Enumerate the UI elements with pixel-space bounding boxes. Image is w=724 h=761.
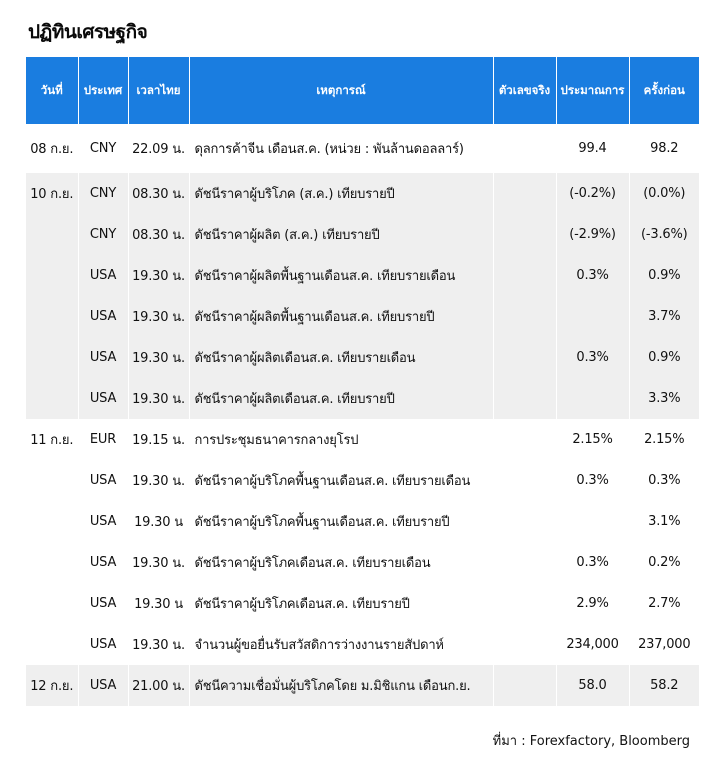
cell-time: 19.30 น. bbox=[128, 296, 189, 337]
cell-date bbox=[26, 214, 78, 255]
cell-time: 19.30 น. bbox=[128, 460, 189, 501]
cell-previous: 3.1% bbox=[629, 501, 699, 542]
cell-forecast: 0.3% bbox=[556, 542, 629, 583]
table-row bbox=[26, 583, 699, 624]
cell-country: USA bbox=[78, 296, 128, 337]
header-forecast: ประมาณการ bbox=[556, 57, 629, 124]
cell-date bbox=[26, 501, 78, 542]
cell-previous: 3.3% bbox=[629, 378, 699, 419]
cell-previous: 2.7% bbox=[629, 583, 699, 624]
cell-date bbox=[26, 542, 78, 583]
cell-event: ดุลการค้าจีน เดือนส.ค. (หน่วย : พันล้านดอลลาร์) bbox=[189, 128, 493, 169]
cell-date bbox=[26, 583, 78, 624]
cell-country: CNY bbox=[78, 128, 128, 169]
cell-previous: 98.2 bbox=[629, 128, 699, 169]
cell-date bbox=[26, 337, 78, 378]
cell-forecast: 2.15% bbox=[556, 419, 629, 460]
cell-actual bbox=[493, 378, 556, 419]
table-row bbox=[26, 296, 699, 337]
cell-actual bbox=[493, 337, 556, 378]
cell-forecast: 0.3% bbox=[556, 337, 629, 378]
cell-time: 08.30 น. bbox=[128, 173, 189, 214]
cell-previous: 0.2% bbox=[629, 542, 699, 583]
cell-forecast: 0.3% bbox=[556, 460, 629, 501]
cell-event: ดัชนีราคาผู้ผลิตพื้นฐานเดือนส.ค. เทียบรายปี bbox=[189, 296, 493, 337]
cell-country: USA bbox=[78, 501, 128, 542]
cell-actual bbox=[493, 460, 556, 501]
cell-country: USA bbox=[78, 624, 128, 665]
cell-actual bbox=[493, 128, 556, 169]
cell-date bbox=[26, 296, 78, 337]
cell-forecast bbox=[556, 378, 629, 419]
cell-country: USA bbox=[78, 460, 128, 501]
cell-time: 19.30 น. bbox=[128, 337, 189, 378]
cell-actual bbox=[493, 419, 556, 460]
table-row bbox=[26, 665, 699, 706]
cell-date bbox=[26, 255, 78, 296]
cell-previous: 2.15% bbox=[629, 419, 699, 460]
cell-country: EUR bbox=[78, 419, 128, 460]
cell-forecast: (-0.2%) bbox=[556, 173, 629, 214]
cell-previous: (0.0%) bbox=[629, 173, 699, 214]
cell-time: 22.09 น. bbox=[128, 128, 189, 169]
cell-country: USA bbox=[78, 255, 128, 296]
cell-event: จำนวนผู้ขอยื่นรับสวัสดิการว่างงานรายสัปดาห์ bbox=[189, 624, 493, 665]
cell-country: CNY bbox=[78, 214, 128, 255]
cell-date bbox=[26, 460, 78, 501]
cell-previous: 3.7% bbox=[629, 296, 699, 337]
cell-time: 19.30 น. bbox=[128, 378, 189, 419]
cell-time: 19.30 น. bbox=[128, 255, 189, 296]
table-row bbox=[26, 255, 699, 296]
table-row bbox=[26, 378, 699, 419]
cell-event: ดัชนีความเชื่อมั่นผู้บริโภคโดย ม.มิชิแกน เดือนก.ย. bbox=[189, 665, 493, 706]
cell-country: CNY bbox=[78, 173, 128, 214]
cell-country: USA bbox=[78, 542, 128, 583]
table-row bbox=[26, 128, 699, 169]
cell-forecast bbox=[556, 296, 629, 337]
cell-actual bbox=[493, 214, 556, 255]
table-row bbox=[26, 624, 699, 665]
cell-date: 10 ก.ย. bbox=[26, 173, 78, 214]
economic-calendar-table bbox=[26, 57, 699, 706]
cell-event: ดัชนีราคาผู้ผลิต (ส.ค.) เทียบรายปี bbox=[189, 214, 493, 255]
cell-actual bbox=[493, 296, 556, 337]
cell-actual bbox=[493, 583, 556, 624]
header-previous: ครั้งก่อน bbox=[629, 57, 699, 124]
header-event: เหตุการณ์ bbox=[189, 57, 493, 124]
cell-forecast bbox=[556, 501, 629, 542]
cell-forecast: 58.0 bbox=[556, 665, 629, 706]
cell-event: ดัชนีราคาผู้บริโภคพื้นฐานเดือนส.ค. เทียบรายเดือน bbox=[189, 460, 493, 501]
cell-previous: 0.9% bbox=[629, 337, 699, 378]
cell-actual bbox=[493, 255, 556, 296]
cell-time: 19.30 น. bbox=[128, 542, 189, 583]
cell-event: ดัชนีราคาผู้บริโภคเดือนส.ค. เทียบรายเดือน bbox=[189, 542, 493, 583]
cell-event: ดัชนีราคาผู้บริโภค (ส.ค.) เทียบรายปี bbox=[189, 173, 493, 214]
cell-country: USA bbox=[78, 378, 128, 419]
cell-actual bbox=[493, 542, 556, 583]
page-title: ปฏิทินเศรษฐกิจ bbox=[28, 21, 148, 43]
cell-previous: (-3.6%) bbox=[629, 214, 699, 255]
table-header-row bbox=[26, 57, 699, 124]
cell-previous: 58.2 bbox=[629, 665, 699, 706]
table-row bbox=[26, 337, 699, 378]
cell-forecast: (-2.9%) bbox=[556, 214, 629, 255]
cell-date bbox=[26, 624, 78, 665]
cell-previous: 237,000 bbox=[629, 624, 699, 665]
cell-previous: 0.9% bbox=[629, 255, 699, 296]
cell-time: 08.30 น. bbox=[128, 214, 189, 255]
cell-time: 21.00 น. bbox=[128, 665, 189, 706]
cell-forecast: 0.3% bbox=[556, 255, 629, 296]
cell-time: 19.30 น bbox=[128, 501, 189, 542]
header-time: เวลาไทย bbox=[128, 57, 189, 124]
cell-time: 19.15 น. bbox=[128, 419, 189, 460]
table-row bbox=[26, 460, 699, 501]
cell-forecast: 234,000 bbox=[556, 624, 629, 665]
cell-actual bbox=[493, 173, 556, 214]
table-row bbox=[26, 214, 699, 255]
cell-forecast: 2.9% bbox=[556, 583, 629, 624]
cell-actual bbox=[493, 665, 556, 706]
source-note: ที่มา : Forexfactory, Bloomberg bbox=[492, 734, 690, 749]
cell-event: ดัชนีราคาผู้บริโภคพื้นฐานเดือนส.ค. เทียบรายปี bbox=[189, 501, 493, 542]
cell-forecast: 99.4 bbox=[556, 128, 629, 169]
cell-country: USA bbox=[78, 337, 128, 378]
cell-date: 12 ก.ย. bbox=[26, 665, 78, 706]
cell-time: 19.30 น. bbox=[128, 624, 189, 665]
table-row bbox=[26, 419, 699, 460]
cell-event: ดัชนีราคาผู้ผลิตพื้นฐานเดือนส.ค. เทียบรายเดือน bbox=[189, 255, 493, 296]
header-actual: ตัวเลขจริง bbox=[493, 57, 556, 124]
cell-event: ดัชนีราคาผู้ผลิตเดือนส.ค. เทียบรายเดือน bbox=[189, 337, 493, 378]
cell-previous: 0.3% bbox=[629, 460, 699, 501]
cell-actual bbox=[493, 624, 556, 665]
cell-date: 11 ก.ย. bbox=[30, 433, 74, 448]
table-row bbox=[26, 501, 699, 542]
header-date: วันที่ bbox=[26, 57, 78, 124]
table-row bbox=[26, 542, 699, 583]
cell-time: 19.30 น bbox=[128, 583, 189, 624]
cell-country: USA bbox=[78, 583, 128, 624]
cell-event: ดัชนีราคาผู้ผลิตเดือนส.ค. เทียบรายปี bbox=[189, 378, 493, 419]
cell-event: การประชุมธนาคารกลางยุโรป bbox=[189, 419, 493, 460]
cell-actual bbox=[493, 501, 556, 542]
cell-event: ดัชนีราคาผู้บริโภคเดือนส.ค. เทียบรายปี bbox=[189, 583, 493, 624]
table-row bbox=[26, 173, 699, 214]
header-country: ประเทศ bbox=[78, 57, 128, 124]
cell-country: USA bbox=[78, 665, 128, 706]
cell-date bbox=[26, 378, 78, 419]
cell-date: 08 ก.ย. bbox=[30, 142, 74, 157]
